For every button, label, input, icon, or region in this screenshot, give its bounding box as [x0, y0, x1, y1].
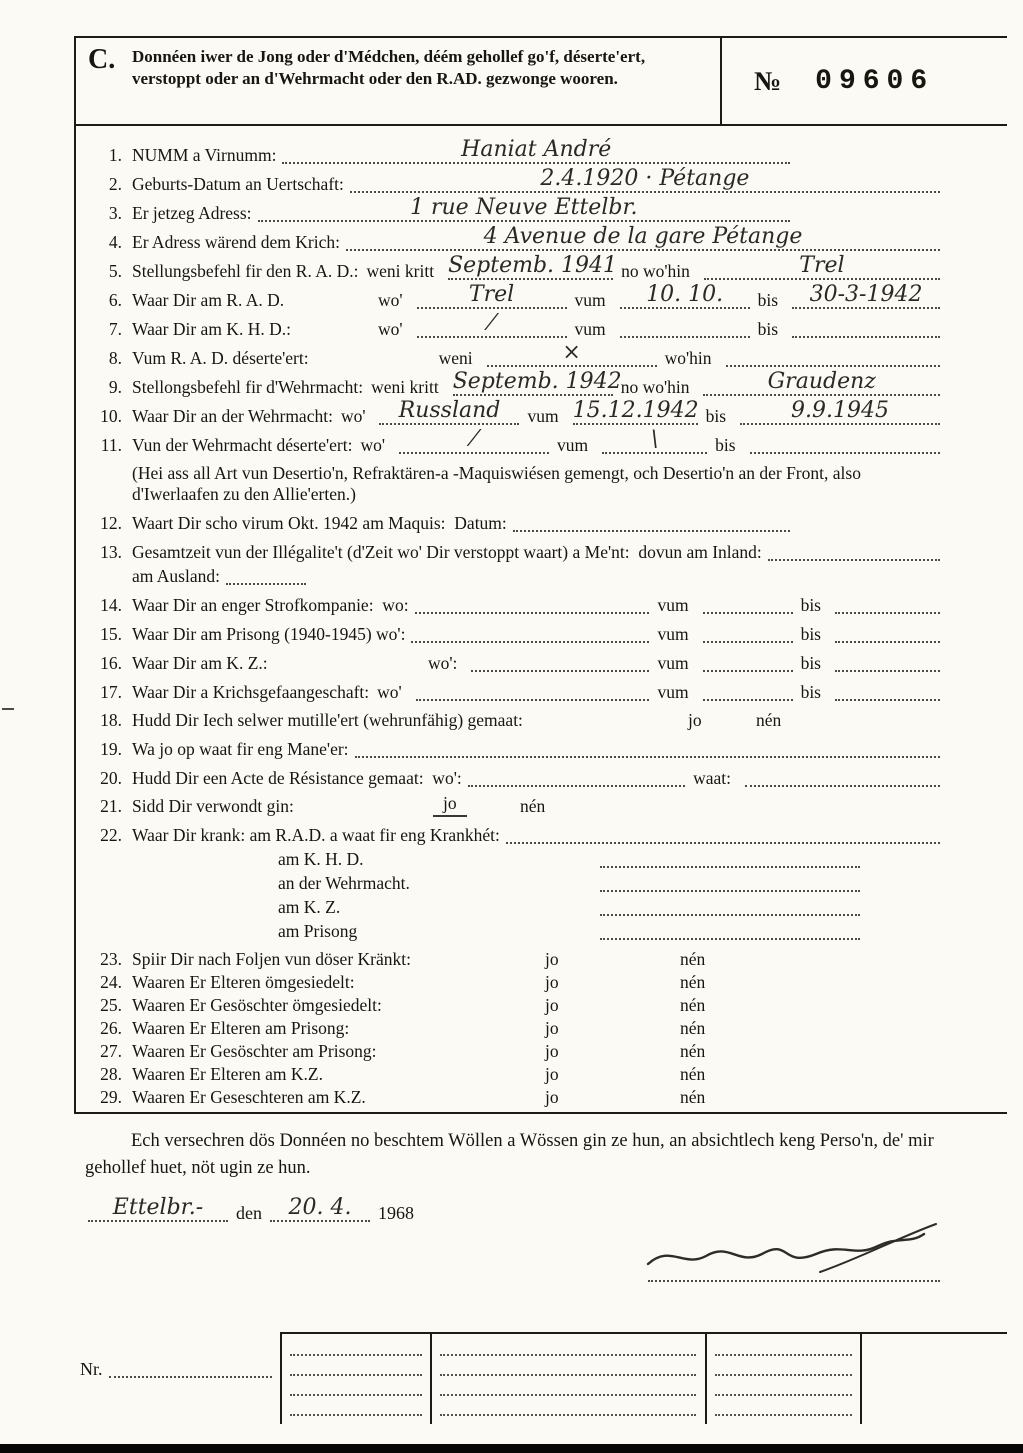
row-number: 25. — [100, 995, 122, 1015]
handwritten-value: 4 Avenue de la gare Pétange — [483, 224, 803, 249]
strafkompanie-until-field — [835, 594, 940, 614]
jo-option: jo — [545, 995, 559, 1015]
form-row-29 — [88, 1087, 940, 1108]
section-divider-rule — [74, 1112, 1007, 1114]
nen-option: nén — [756, 710, 782, 730]
dotted-entry-line — [715, 1336, 852, 1356]
row-number: 5. — [108, 261, 122, 281]
row-number: 26. — [100, 1018, 122, 1038]
name-field — [282, 137, 790, 164]
form-row-20 — [88, 767, 940, 789]
address-field — [258, 195, 790, 222]
row-label: Waaren Er Gesöschter ömgesiedelt: — [132, 995, 382, 1015]
row-label: Waaren Er Elteren ömgesiedelt: — [132, 972, 355, 992]
illness-kz-field — [600, 896, 860, 916]
war-address-field — [346, 224, 940, 251]
row-number: 16. — [100, 653, 122, 673]
dotted-entry-line — [715, 1376, 852, 1396]
form-row-28 — [88, 1064, 940, 1085]
pow-place-field — [416, 681, 650, 701]
prisong-place-field — [411, 623, 649, 643]
handwritten-value: 15.12.1942 — [572, 398, 699, 423]
form-row-9 — [88, 369, 940, 398]
form-row-14 — [88, 594, 940, 616]
jo-option: jo — [688, 710, 702, 730]
rad-from-field — [620, 282, 750, 309]
form-row-25 — [88, 995, 940, 1016]
weni-kritt-label: weni kritt — [371, 377, 439, 397]
vum-label: vum — [557, 435, 589, 455]
row-label: NUMM a Virnumm: — [132, 145, 277, 165]
nen-option: nén — [680, 1087, 706, 1107]
vum-label: vum — [574, 319, 606, 339]
bottom-table-vline — [705, 1332, 707, 1424]
form-row-16 — [88, 652, 940, 674]
wo-label: wo' — [378, 290, 403, 310]
vum-label: vum — [657, 682, 689, 702]
row-number: 6. — [108, 290, 122, 310]
handwritten-value: Trel — [468, 282, 515, 307]
date-line — [88, 1195, 518, 1224]
khd-until-field — [792, 318, 940, 338]
bis-label: bis — [757, 290, 779, 310]
handwritten-value: × — [562, 340, 581, 365]
form-row-2 — [88, 166, 940, 195]
form-row-22-sub-khd — [278, 848, 940, 870]
pow-until-field — [835, 681, 940, 701]
kz-from-field — [703, 652, 793, 672]
bottom-table-top-rule — [280, 1332, 1007, 1334]
wehrmacht-from-field — [572, 398, 699, 425]
dotted-entry-line — [715, 1356, 852, 1376]
row-label: Stellungsbefehl fir den R. A. D.: — [132, 261, 359, 281]
bottom-table-vline — [430, 1332, 432, 1424]
row-number: 19. — [100, 739, 122, 759]
sub-label: am K. H. D. — [278, 849, 364, 869]
rad-until-field — [792, 282, 940, 309]
rad-desert-date-field — [487, 340, 657, 367]
row-number: 21. — [100, 796, 122, 816]
jo-option: jo — [545, 1018, 559, 1038]
wehrmacht-desert-place-field — [399, 427, 549, 454]
wehrmacht-desert-from-field — [602, 427, 707, 454]
handwritten-value: Graudenz — [767, 369, 876, 394]
row-number: 12. — [100, 513, 122, 533]
row-label: Vum R. A. D. déserte'ert: — [132, 348, 309, 368]
desertion-note: (Hei ass all Art vun Desertio'n, Refraktären-a -Maquiswiésen gemengt, och Desertio'n an der Front, also d'Iwerlaafen zu den Allie'erten.) — [132, 463, 861, 504]
form-row-1 — [88, 137, 940, 166]
nr-field — [109, 1358, 273, 1378]
vum-label: vum — [657, 624, 689, 644]
row-label: Waar Dir am R. A. D. — [132, 290, 285, 310]
row-label: Waar Dir am K. H. D.: — [132, 319, 291, 339]
bottom-table-column-3 — [715, 1336, 852, 1416]
form-row-6 — [88, 282, 940, 311]
inland-field — [768, 541, 940, 561]
jo-option: jo — [545, 1064, 559, 1084]
row-label: Hudd Dir Iech selwer mutille'ert (wehrunfähig) gemaat: — [132, 710, 523, 730]
row-label: Waaren Er Elteren am Prisong: — [132, 1018, 350, 1038]
nen-option: nén — [520, 796, 546, 816]
bis-label: bis — [800, 624, 821, 644]
form-row-13b — [88, 565, 940, 587]
rad-order-place-field — [704, 253, 940, 280]
maquis-date-field — [513, 512, 790, 532]
form-row-22-sub-wehrmacht — [278, 872, 940, 894]
row-label: Waaren Er Geseschteren am K.Z. — [132, 1087, 366, 1107]
prisong-from-field — [703, 623, 793, 643]
ausland-label: am Ausland: — [132, 566, 220, 586]
vum-label: vum — [574, 290, 606, 310]
handwritten-value: Russland — [398, 398, 501, 423]
left-border-rule — [74, 36, 76, 1114]
form-header — [74, 36, 1007, 126]
row-label: Waar Dir am K. Z.: — [132, 653, 268, 673]
wo-label: wo': — [428, 653, 458, 673]
signature-stroke — [640, 1222, 942, 1278]
scan-edge-bar — [0, 1444, 1023, 1453]
form-intro-text: Donnéen iwer de Jong oder d'Médchen, déém gehollef go'f, déserte'ert, verstoppt oder an d'Wehrmacht oder den R.AD. gezwonge wooren. — [132, 47, 646, 89]
handwritten-value: ⁄ — [489, 311, 494, 336]
row-number: 17. — [100, 682, 122, 702]
row-label: Waar Dir a Krichsgefaangeschaft: — [132, 682, 370, 702]
place-field — [88, 1195, 228, 1222]
form-number-box — [720, 38, 1007, 124]
form-row-10 — [88, 398, 940, 427]
strafkompanie-from-field — [703, 594, 793, 614]
form-row-22 — [88, 824, 940, 846]
nr-line — [80, 1358, 272, 1380]
row-label: Waar Dir an der Wehrmacht: — [132, 406, 333, 426]
nen-option: nén — [680, 949, 706, 969]
wehrmacht-place-field — [379, 398, 519, 425]
weni-label: weni — [438, 348, 473, 368]
wohin-label: no wo'hin — [620, 377, 690, 397]
row-number: 8. — [108, 348, 122, 368]
row-label: Hudd Dir een Acte de Résistance gemaat: wo': — [132, 768, 462, 788]
form-row-11 — [88, 427, 940, 456]
bis-label: bis — [715, 435, 736, 455]
strafkompanie-place-field — [415, 594, 650, 614]
jo-option: jo — [545, 949, 559, 969]
handwritten-value: 9.9.1945 — [791, 398, 889, 423]
wehrmacht-order-date-field — [452, 369, 622, 396]
illness-khd-field — [600, 848, 860, 868]
form-row-15 — [88, 623, 940, 645]
bottom-table-vline — [860, 1332, 862, 1424]
margin-mark — [2, 708, 14, 710]
vum-label: vum — [527, 406, 559, 426]
nr-label: Nr. — [80, 1359, 103, 1379]
khd-from-field — [620, 318, 750, 338]
row-label: Waar Dir krank: am R.A.D. a waat fir eng Krankhét: — [132, 825, 500, 845]
row-number: 7. — [108, 319, 122, 339]
row-number: 10. — [100, 406, 122, 426]
row-label: Er Adress wärend dem Krich: — [132, 232, 340, 252]
vum-label: vum — [657, 595, 689, 615]
row-number: 28. — [100, 1064, 122, 1084]
handwritten-value: 30-3-1942 — [809, 282, 923, 307]
handwritten-value: 1 rue Neuve Ettelbr. — [410, 195, 638, 220]
form-row-12 — [88, 512, 940, 534]
section-letter: C. — [88, 44, 116, 75]
bottom-table-vline — [280, 1332, 282, 1424]
nen-option: nén — [680, 972, 706, 992]
handwritten-place: Ettelbr.- — [112, 1195, 204, 1220]
handwritten-date: 20. 4. — [288, 1195, 352, 1220]
handwritten-value: Septemb. 1942 — [452, 369, 622, 394]
row-number: 18. — [100, 710, 122, 730]
dotted-entry-line — [290, 1376, 422, 1396]
bis-label: bis — [800, 682, 821, 702]
row-label: Waar Dir am Prisong (1940-1945) wo': — [132, 624, 406, 644]
declaration-text: Ech versechren dös Donnéen no beschtem Wöllen a Wössen gin ze hun, an absichtlech keng Perso'n, de' mir gehollef huet, nöt ugin ze hun. — [85, 1131, 934, 1178]
dotted-entry-line — [440, 1356, 696, 1376]
row-number: 20. — [100, 768, 122, 788]
dotted-entry-line — [290, 1356, 422, 1376]
row-number: 11. — [100, 435, 122, 455]
vum-label: vum — [657, 653, 689, 673]
sub-label: an der Wehrmacht. — [278, 873, 410, 893]
wo-label: wo' — [340, 406, 366, 426]
form-row-19 — [88, 738, 940, 760]
illness-rad-field — [506, 824, 940, 844]
form-row-21 — [88, 793, 940, 817]
dotted-entry-line — [440, 1396, 696, 1416]
form-row-3 — [88, 195, 940, 224]
form-serial-number: 09606 — [815, 65, 935, 97]
wehrmacht-until-field — [740, 398, 940, 425]
row-number: 13. — [100, 542, 122, 562]
sub-label: am Prisong — [278, 921, 358, 941]
row-number: 27. — [100, 1041, 122, 1061]
handwritten-value: Haniat André — [461, 137, 612, 162]
row-number: 29. — [100, 1087, 122, 1107]
wohin-label: no wo'hin — [621, 261, 690, 281]
row-number: 15. — [100, 624, 122, 644]
bis-label: bis — [800, 653, 821, 673]
manner-field — [355, 738, 940, 758]
bottom-table-column-2 — [440, 1336, 696, 1416]
rad-desert-place-field — [726, 347, 940, 367]
nen-option: nén — [680, 1064, 706, 1084]
row-number: 2. — [108, 174, 122, 194]
wo-label: wo' — [377, 682, 402, 702]
ausland-field — [226, 565, 306, 585]
row-label: Stellongsbefehl fir d'Wehrmacht: — [132, 377, 364, 397]
row-label: Waar Dir an enger Strofkompanie: wo: — [132, 595, 409, 615]
bis-label: bis — [705, 406, 727, 426]
row-label: Wa jo op waat fir eng Mane'er: — [132, 739, 349, 759]
jo-option-underlined: jo — [433, 793, 467, 817]
row-label: Vun der Wehrmacht déserte'ert: — [132, 435, 353, 455]
nen-option: nén — [680, 995, 706, 1015]
form-row-26 — [88, 1018, 940, 1039]
form-row-17 — [88, 681, 940, 703]
handwritten-value: 10. 10. — [646, 282, 724, 307]
illness-prisong-field — [600, 920, 860, 940]
dotted-entry-line — [440, 1376, 696, 1396]
form-row-8 — [88, 340, 940, 369]
nen-option: nén — [680, 1018, 706, 1038]
handwritten-value: Trel — [799, 253, 845, 278]
kz-until-field — [835, 652, 940, 672]
dotted-entry-line — [290, 1396, 422, 1416]
signature — [640, 1222, 942, 1278]
form-row-27 — [88, 1041, 940, 1062]
form-row-18 — [88, 710, 940, 731]
row-label: Gesamtzeit vun der Illégalite't (d'Zeit wo' Dir verstoppt waart) a Me'nt: dovun am Inland: — [132, 542, 762, 562]
row-label: Waart Dir scho virum Okt. 1942 am Maquis: Datum: — [132, 513, 507, 533]
form-row-22-sub-prisong — [278, 920, 940, 942]
den-label: den — [236, 1203, 262, 1223]
row-number: 24. — [100, 972, 122, 992]
form-row-24 — [88, 972, 940, 993]
bottom-table-column-1 — [290, 1336, 422, 1416]
handwritten-value: \ — [650, 427, 659, 452]
wehrmacht-desert-until-field — [750, 434, 940, 454]
row-number: 23. — [100, 949, 122, 969]
row-number: 3. — [108, 203, 122, 223]
acte-what-field — [745, 767, 940, 787]
form-body — [88, 137, 940, 1110]
waat-label: waat: — [693, 768, 731, 788]
bis-label: bis — [757, 319, 779, 339]
row-number: 22. — [100, 825, 122, 845]
row-number: 9. — [108, 377, 122, 397]
row-number: 4. — [108, 232, 122, 252]
khd-place-field — [417, 311, 567, 338]
signature-line — [648, 1280, 940, 1282]
birth-field — [350, 166, 940, 193]
kz-place-field — [471, 652, 649, 672]
row-number: 14. — [100, 595, 122, 615]
nen-option: nén — [680, 1041, 706, 1061]
wehrmacht-order-place-field — [703, 369, 940, 396]
wo-label: wo' — [378, 319, 403, 339]
rad-place-field — [417, 282, 567, 309]
handwritten-value: ⁄ — [472, 427, 476, 452]
numero-sign: № — [754, 65, 782, 96]
wohin-label: wo'hin — [664, 348, 712, 368]
row-label: Er jetzeg Adress: — [132, 203, 252, 223]
jo-option: jo — [545, 1087, 559, 1107]
form-row-5 — [88, 253, 940, 282]
weni-kritt-label: weni kritt — [366, 261, 435, 281]
dotted-entry-line — [290, 1336, 422, 1356]
row-label: Spiir Dir nach Foljen vun döser Kränkt: — [132, 949, 411, 969]
sub-label: am K. Z. — [278, 897, 341, 917]
form-row-23 — [88, 949, 940, 970]
form-row-7 — [88, 311, 940, 340]
row-label: Waaren Er Gesöschter am Prisong: — [132, 1041, 377, 1061]
row-label: Sidd Dir verwondt gin: — [132, 796, 294, 816]
acte-place-field — [468, 767, 685, 787]
row-label: Waaren Er Elteren am K.Z. — [132, 1064, 323, 1084]
jo-option: jo — [545, 1041, 559, 1061]
form-row-13 — [88, 541, 940, 563]
row-number: 1. — [108, 145, 122, 165]
date-field — [270, 1195, 370, 1222]
illness-wehrmacht-field — [600, 872, 860, 892]
form-row-4 — [88, 224, 940, 253]
handwritten-value: Septemb. 1941 — [448, 253, 618, 278]
handwritten-value: 2.4.1920 · Pétange — [540, 166, 750, 191]
rad-order-date-field — [448, 253, 618, 280]
bis-label: bis — [800, 595, 821, 615]
dotted-entry-line — [715, 1396, 852, 1416]
pow-from-field — [703, 681, 793, 701]
wo-label: wo' — [360, 435, 386, 455]
year-label: 1968 — [378, 1203, 414, 1223]
jo-option: jo — [545, 972, 559, 992]
dotted-entry-line — [440, 1336, 696, 1356]
prisong-until-field — [835, 623, 940, 643]
row-label: Geburts-Datum an Uertschaft: — [132, 174, 344, 194]
form-row-22-sub-kz — [278, 896, 940, 918]
